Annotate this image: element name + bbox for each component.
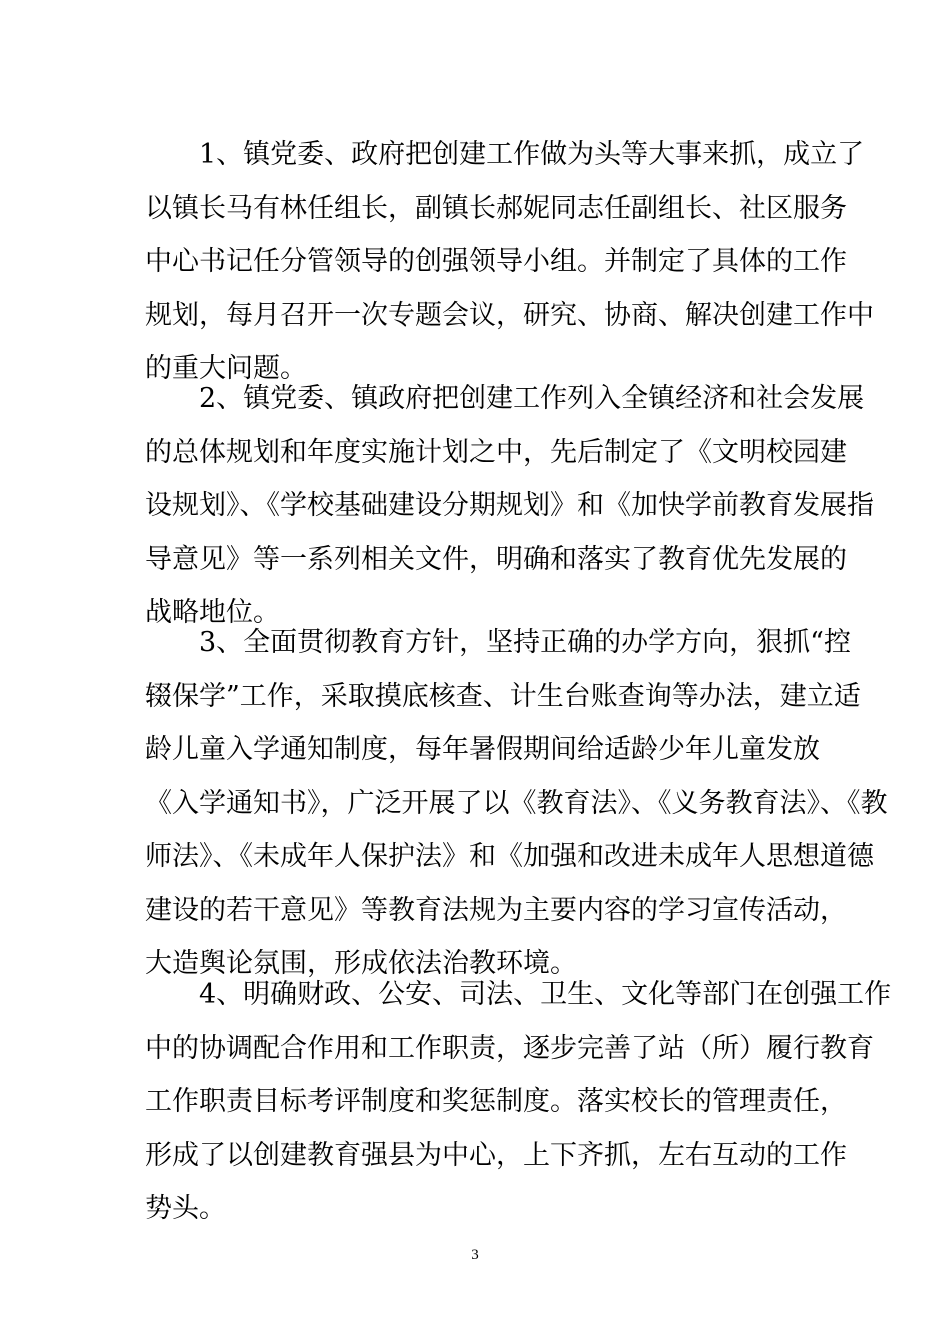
text-line: 形成了以创建教育强县为中心，上下齐抓，左右互动的工作: [145, 1139, 847, 1171]
text-line: 辍保学”工作，采取摸底核查、计生台账查询等办法，建立适: [145, 680, 861, 712]
text-line: 3、全面贯彻教育方针，坚持正确的办学方向，狠抓“控: [199, 627, 851, 658]
paragraph-1: [145, 128, 874, 396]
text-line: 设规划》、《学校基础建设分期规划》和《加快学前教育发展指: [145, 490, 874, 521]
text-line: 中心书记任分管领导的创强领导小组。并制定了具体的工作: [145, 246, 847, 277]
text-line: 4、明确财政、公安、司法、卫生、文化等部门在创强工作: [199, 979, 892, 1010]
text-line: 建设的若干意见》等教育法规为主要内容的学习宣传活动，: [145, 894, 847, 926]
page-number: 3: [471, 1247, 479, 1263]
text-line: 龄儿童入学通知制度，每年暑假期间给适龄少年儿童发放: [145, 734, 820, 765]
text-line: 1、镇党委、政府把创建工作做为头等大事来抓，成立了: [199, 139, 865, 170]
text-line: 的总体规划和年度实施计划之中，先后制定了《文明校园建: [145, 436, 847, 468]
text-line: 2、镇党委、镇政府把创建工作列入全镇经济和社会发展: [199, 383, 865, 414]
paragraph-3: [145, 616, 888, 991]
text-line: 以镇长马有林任组长，副镇长郝妮同志任副组长、社区服务: [145, 192, 847, 224]
text-line: 导意见》等一系列相关文件，明确和落实了教育优先发展的: [145, 543, 847, 575]
text-line: 的重大问题。: [145, 353, 307, 384]
text-line: 工作职责目标考评制度和奖惩制度。落实校长的管理责任，: [145, 1086, 847, 1117]
text-line: 大造舆论氛围，形成依法治教环境。: [145, 948, 577, 979]
text-line: 规划，每月召开一次专题会议，研究、协商、解决创建工作中: [145, 299, 874, 331]
text-line: 《入学通知书》，广泛开展了以《教育法》、《义务教育法》、《教: [145, 787, 888, 819]
text-line: 势头。: [145, 1193, 226, 1224]
text-line: 战略地位。: [145, 597, 280, 628]
text-line: 中的协调配合作用和工作职责，逐步完善了站（所）履行教育: [145, 1032, 874, 1064]
paragraph-2: [145, 372, 874, 640]
paragraph-4: [145, 968, 892, 1236]
text-line: 师法》、《未成年人保护法》和《加强和改进未成年人思想道德: [145, 841, 874, 872]
